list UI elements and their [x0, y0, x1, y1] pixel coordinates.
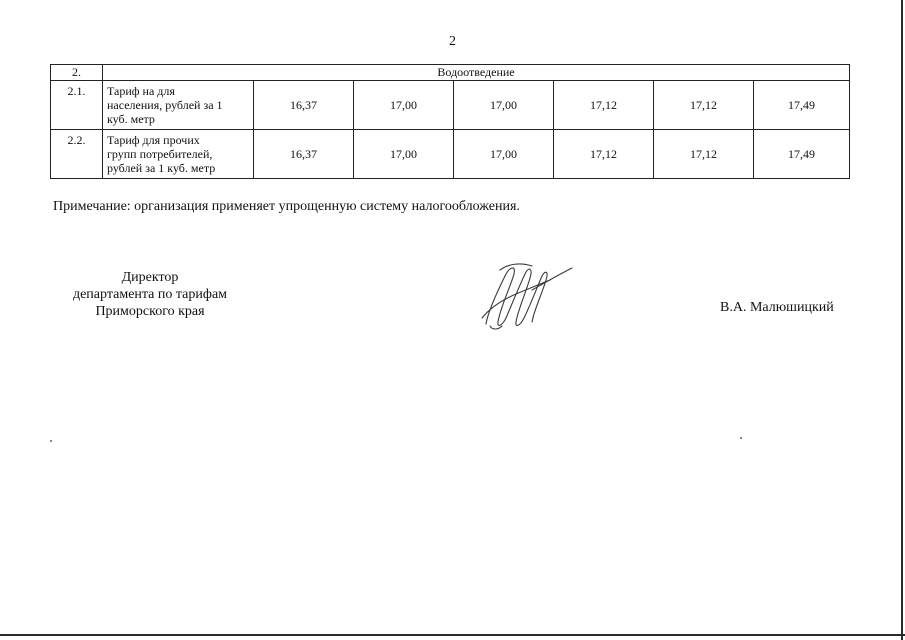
tariff-value: 17,00 — [354, 81, 454, 130]
page-number: 2 — [449, 34, 456, 49]
tariff-value: 16,37 — [254, 130, 354, 179]
row-label-line: куб. метр — [107, 112, 155, 126]
handwritten-signature — [476, 260, 576, 332]
tariff-value: 17,12 — [654, 81, 754, 130]
section-title: Водоотведение — [103, 65, 850, 81]
row-label-line: групп потребителей, — [107, 147, 213, 161]
tariff-value: 17,12 — [554, 130, 654, 179]
tariff-value: 17,00 — [354, 130, 454, 179]
note-text: Примечание: организация применяет упрощенную систему налогообложения. — [53, 199, 520, 214]
tariff-table — [50, 64, 850, 179]
signer-title-line: Директор — [121, 270, 179, 285]
row-label-line: Тариф на для — [107, 84, 175, 98]
table-row — [51, 81, 850, 130]
row-code: 2.2. — [51, 130, 103, 179]
row-label-line: Тариф для прочих — [107, 133, 200, 147]
signer-title-line: Приморского края — [95, 304, 205, 319]
tariff-value: 16,37 — [254, 81, 354, 130]
signer-title-line: департамента по тарифам — [72, 287, 228, 302]
tariff-value: 17,00 — [454, 130, 554, 179]
tariff-value: 17,49 — [754, 81, 850, 130]
table-row — [51, 130, 850, 179]
tariff-value: 17,12 — [554, 81, 654, 130]
row-label-line: рублей за 1 куб. метр — [107, 161, 216, 175]
row-label — [103, 130, 254, 179]
section-header-row — [51, 65, 850, 81]
scan-speck — [50, 440, 52, 442]
signer-name: В.А. Малюшицкий — [720, 300, 834, 315]
page-edge-bottom — [0, 634, 905, 636]
page-edge-right — [901, 0, 903, 640]
row-code: 2.1. — [51, 81, 103, 130]
row-label-line: населения, рублей за 1 — [107, 98, 223, 112]
scan-speck — [740, 437, 742, 439]
signer-title — [40, 269, 260, 320]
tariff-value: 17,12 — [654, 130, 754, 179]
row-label — [103, 81, 254, 130]
tariff-value: 17,00 — [454, 81, 554, 130]
section-code: 2. — [51, 65, 103, 81]
tariff-value: 17,49 — [754, 130, 850, 179]
